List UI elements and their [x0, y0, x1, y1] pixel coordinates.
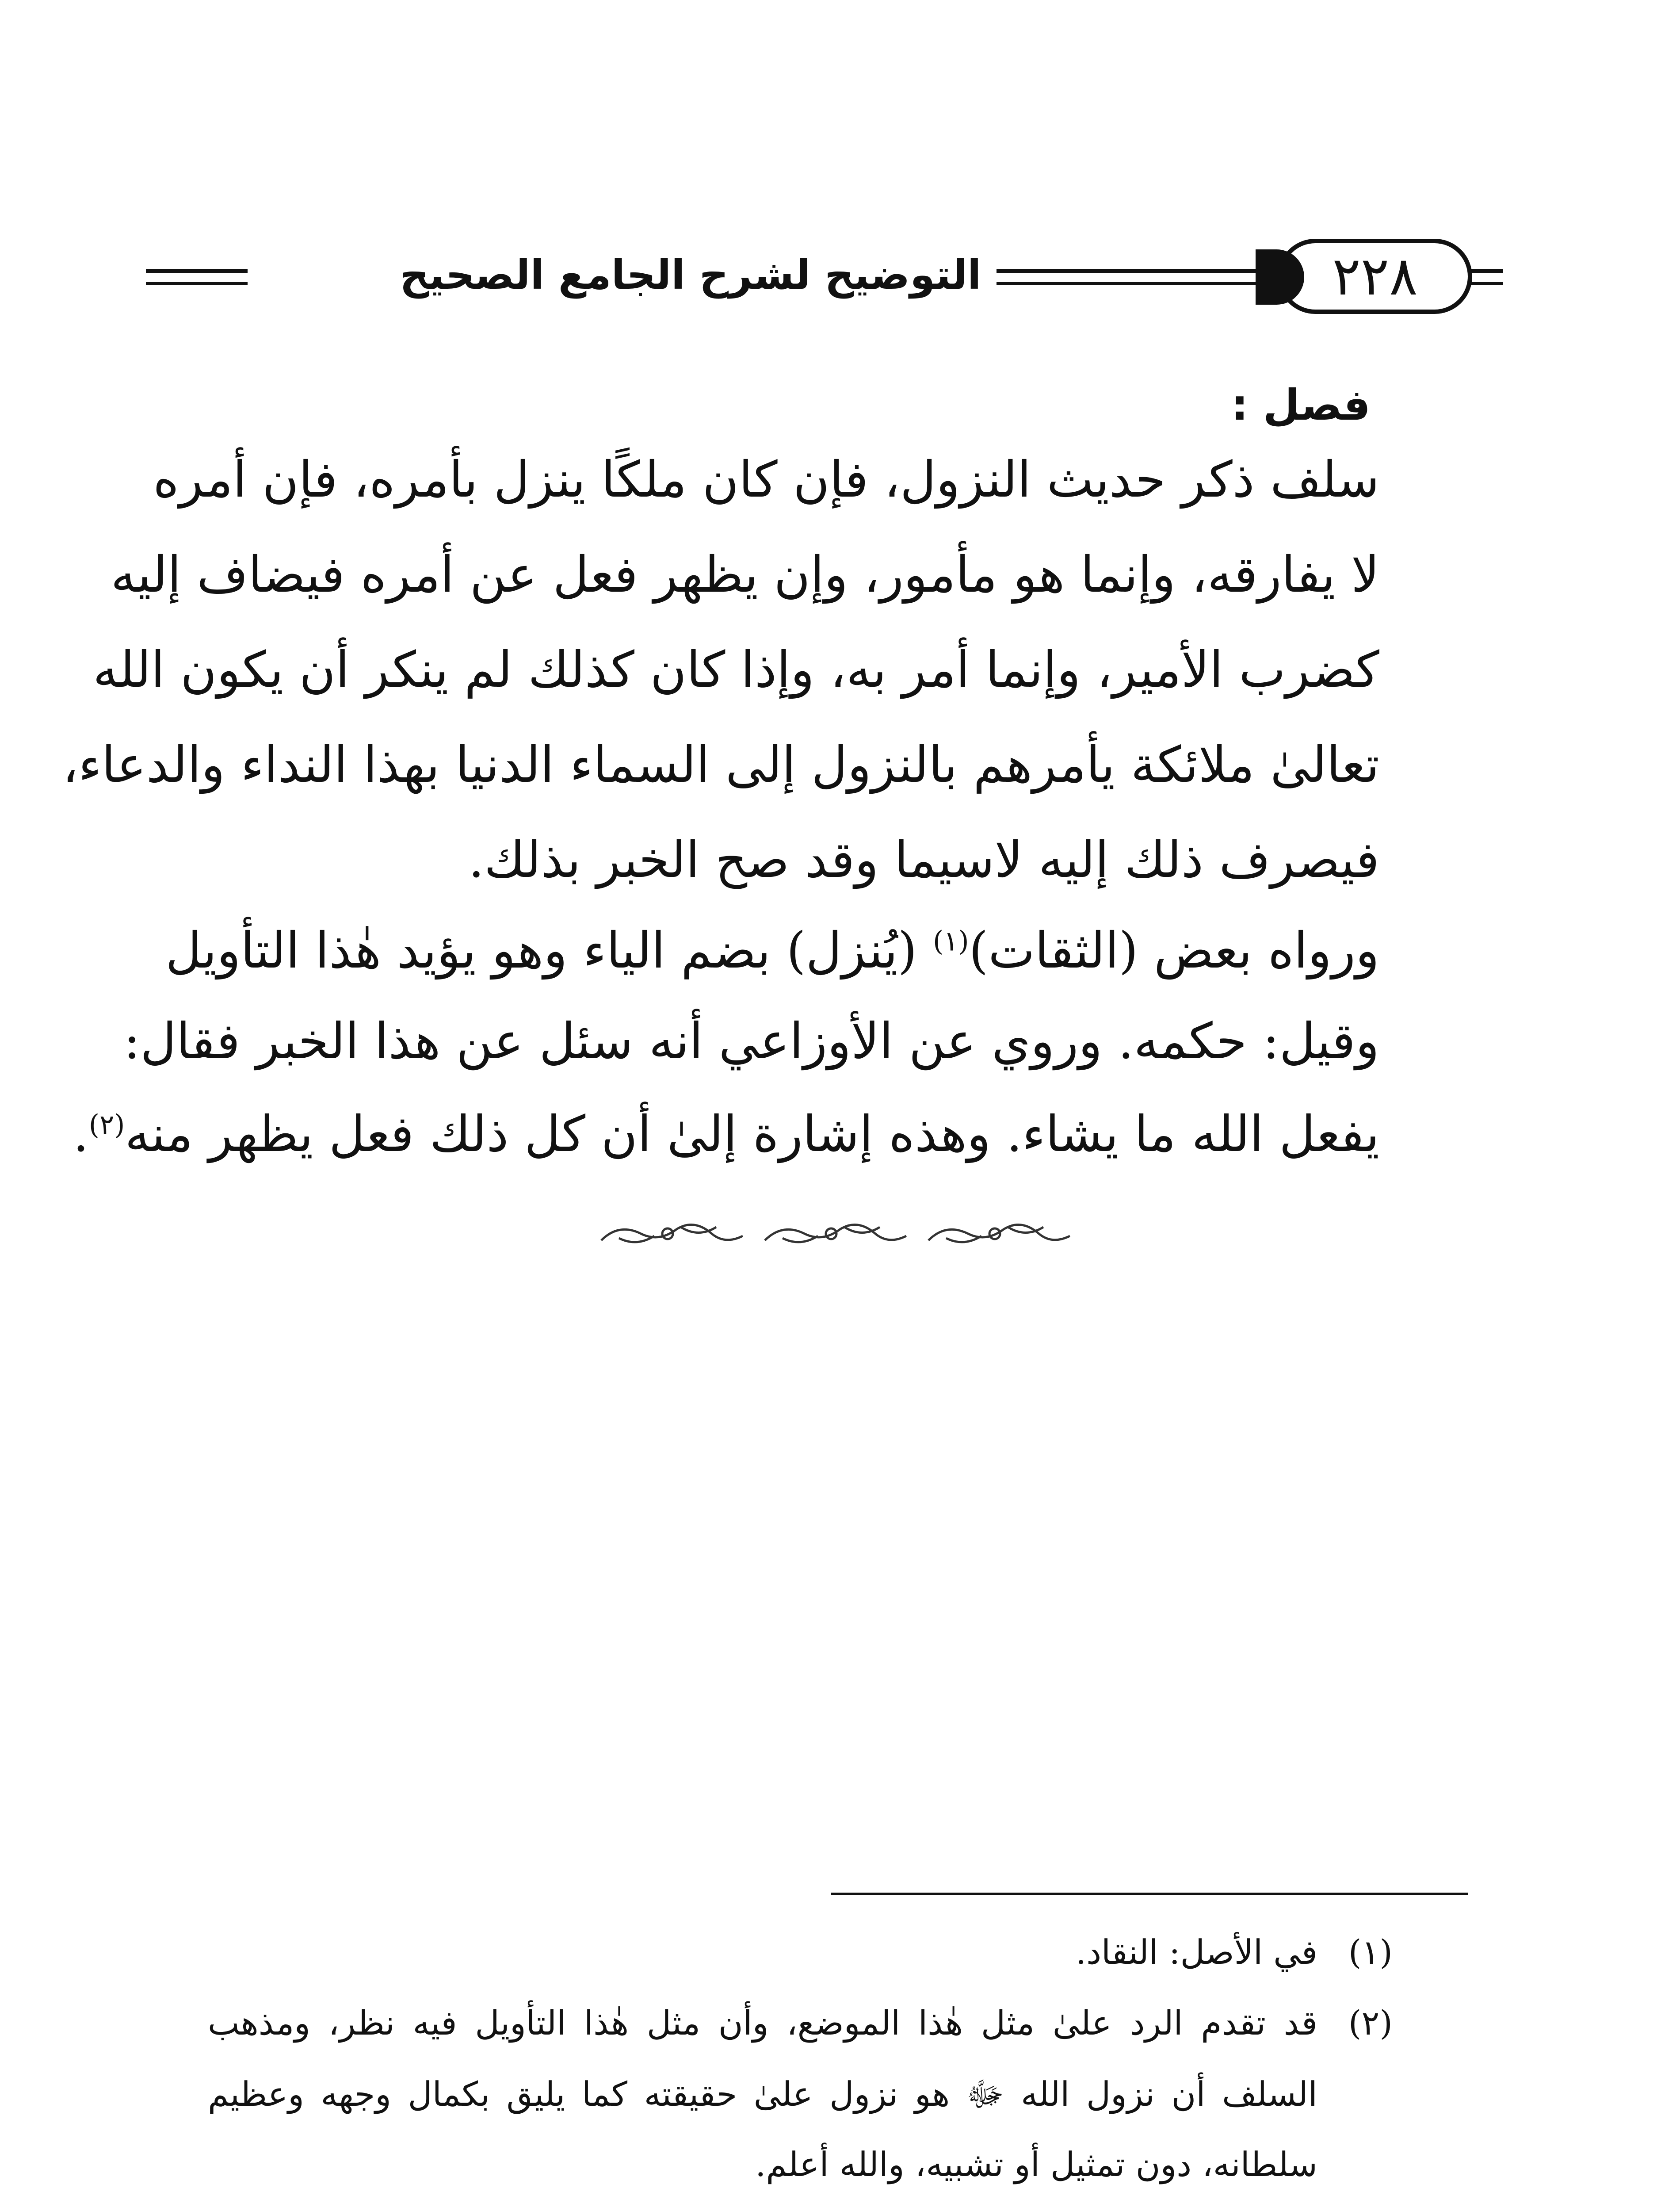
- section-ornament: [592, 1214, 1079, 1254]
- page-number-badge: [1278, 239, 1472, 314]
- footnote-separator: [831, 1893, 1468, 1895]
- body-line: لا يفارقه، وإنما هو مأمور، وإن يظهر فعل عن أمره فيضاف إليه: [111, 546, 1379, 604]
- footnote-1: [1076, 1932, 1393, 1972]
- section-heading: فصل :: [1231, 380, 1371, 430]
- footnote-text: قد تقدم الرد علىٰ مثل هٰذا الموضع، وأن مثل هٰذا التأويل فيه نظر، ومذهب: [208, 2003, 1317, 2043]
- body-line: [165, 922, 1379, 979]
- footnote-number: (٢): [1348, 2003, 1393, 2043]
- ornament-motif: [928, 1225, 1070, 1242]
- footnote-ref-2[interactable]: (٢): [88, 1108, 125, 1141]
- footnote-text: في الأصل: النقاد.: [1076, 1932, 1317, 1972]
- footnote-2-number: [1317, 2003, 1393, 2043]
- body-line: وقيل: حكمه. وروي عن الأوزاعي أنه سئل عن هذا الخبر فقال:: [123, 1013, 1379, 1070]
- footnote-text: سلطانه، دون تمثيل أو تشبيه، والله أعلم.: [755, 2145, 1317, 2184]
- running-title: التوضيح لشرح الجامع الصحيح: [385, 251, 997, 298]
- ornament-motif: [601, 1225, 743, 1242]
- body-line-text: (يُنزل) بضم الياء وهو يؤيد هٰذا التأويل: [165, 922, 917, 979]
- body-line-text: يفعل الله ما يشاء. وهذه إشارة إلىٰ أن كل ذلك فعل يظهر منه: [125, 1106, 1379, 1163]
- ornament-motif: [765, 1225, 906, 1242]
- running-header: [146, 230, 1503, 327]
- body-line: كضرب الأمير، وإنما أمر به، وإذا كان كذلك لم ينكر أن يكون الله: [93, 641, 1379, 699]
- body-line-text: ورواه بعض (الثقات): [969, 922, 1379, 979]
- footnote-number: (١): [1348, 1932, 1393, 1972]
- page-number: ٢٢٨: [1332, 245, 1418, 307]
- body-line: سلف ذكر حديث النزول، فإن كان ملكًا ينزل بأمره، فإن أمره: [153, 451, 1379, 509]
- footnote-text: السلف أن نزول الله ﷻ هو نزول علىٰ حقيقته كما يليق بكمال وجهه وعظيم: [208, 2074, 1317, 2114]
- body-line-end: .: [73, 1106, 89, 1163]
- header-rule-left-bottom: [146, 282, 248, 285]
- body-line: [73, 1106, 1379, 1163]
- header-rule-left-top: [146, 269, 248, 273]
- header-rule-right-bottom: [1468, 282, 1503, 285]
- body-line: تعالىٰ ملائكة يأمرهم بالنزول إلى السماء الدنيا بهذا النداء والدعاء،: [62, 736, 1379, 794]
- body-line: فيصرف ذلك إليه لاسيما وقد صح الخبر بذلك.: [468, 831, 1379, 889]
- header-rule-right: [1468, 269, 1503, 273]
- footnote-ref-1[interactable]: (١): [932, 925, 969, 957]
